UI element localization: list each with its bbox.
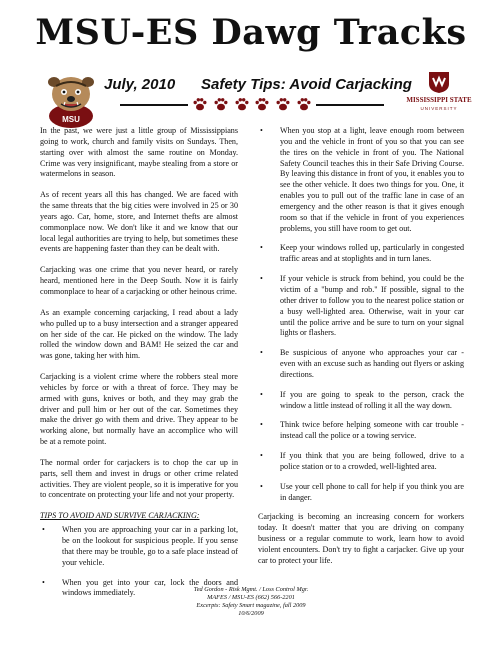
list-item <box>258 274 464 339</box>
tip-text: When you stop at a light, leave enough room between you and the vehicle in front of you so that you can see the tires on the vehicle in front of you. The National Safety Council teaches this in their Safe Driving Course. By leaving this distance in front of you, it enables you to see the other vehicle. It does two things for you. One, it enables you to pull out of the traffic lane in case of an emergency and the other reason is that it gives enough room so that if the vehicle in front of you experiences problems, you still have room to get out. <box>280 126 464 233</box>
divider-right <box>316 104 384 106</box>
closing-paragraph: Carjacking is becoming an increasing concern for workers today. It doesn't matter that you are driving on company business or a regular commute to work, learn how to avoid violent encounters. Don't try to fight a carjacker. Give up your car to protect your life. <box>258 512 464 565</box>
university-name: MISSISSIPPI STATE <box>406 96 472 104</box>
paragraph: As of recent years all this has changed. We are faced with the same threats that the big cities were involved in 25 or 30 years ago. Car, home, store, and Internet thefts are almost commonplace now. We don't like it and we know that our local legal authorities are trying to help, but sometimes these events are happening faster than they can be dealt with. <box>40 190 238 254</box>
list-item <box>258 126 464 234</box>
issue-date: July, 2010 <box>104 76 176 93</box>
university-subtitle: UNIVERSITY <box>420 106 458 111</box>
paw-print-icon <box>254 96 270 112</box>
bullet-icon: • <box>260 243 263 253</box>
paragraph: As an example concerning carjacking, I read about a lady who pulled up to a busy intersection and a stranger appeared on her side of the car. He picked on the window. The lady rolled the window down and BAM! He seized the car and was gone, taking her with him. <box>40 307 238 361</box>
bullet-icon: • <box>260 126 263 135</box>
list-item <box>258 243 464 265</box>
bullet-icon: • <box>260 348 263 358</box>
paragraph: Carjacking is a violent crime where the robbers steal more vehicles by force or with a threat of force. They may be armed with guns, knives or both, and they may grab the driver and pull him or her out of the car. Sometimes they make the driver go with them and drive. They appear to be working alone, but normally have an accomplice who will be at a remote point. <box>40 372 238 447</box>
tip-text: When you are approaching your car in a parking lot, be on the lookout for suspicious people. If you sense that there may be trouble, go to a safe place instead of your vehicle. <box>62 525 238 567</box>
bullet-icon: • <box>260 481 263 491</box>
bullet-icon: • <box>42 577 45 587</box>
footer-department: MAFES / MSU-ES (662) 566-2201 <box>207 594 295 602</box>
bullet-icon: • <box>260 420 263 430</box>
tip-text: Keep your windows rolled up, particularly in congested traffic areas and at stoplights and in turn lanes. <box>280 243 464 264</box>
footer <box>0 586 502 618</box>
left-column <box>40 126 238 608</box>
tip-text: Be suspicious of anyone who approaches your car - even with an excuse such as handing out flyers or asking directions. <box>280 348 464 379</box>
footer-source: Excerpts: Safety Smart magazine, fall 2009 <box>196 602 306 610</box>
list-item <box>258 390 464 412</box>
paw-print-icon <box>234 96 250 112</box>
paw-print-icon <box>296 96 312 112</box>
tip-text: Think twice before helping someone with car trouble - instead call the police or a towing service. <box>280 420 464 441</box>
paragraph: In the past, we were just a little group of Mississippians going to work, church and family visits on Sundays. Then, starting over with almost the same routine on Monday. Crime was very insignificant, maybe stealing from a store or watermelons in season. <box>40 126 238 179</box>
tips-list-right <box>258 126 464 503</box>
tip-text: If your vehicle is struck from behind, you could be the victim of a "bump and rob." If possible, signal to the other driver to follow you to the nearest police station or a busy well-lighted area. Otherwise, wait in your car until the police arrive and be sure to turn on your signal lights or flashers. <box>280 274 464 338</box>
msu-logo-icon <box>427 70 451 94</box>
paragraph: The normal order for carjackers is to chop the car up in parts, sell them and invest in drugs or other crime related activities. They are violent people, so it is imperative for you to concentrate on protecting your life and not your property. <box>40 457 238 500</box>
tip-text: When you get into your car, lock the doors and windows immediately. <box>62 577 238 598</box>
footer-author: Ted Gordon - Risk Mgmt. / Loss Control Mgr. <box>193 586 309 593</box>
bulldog-mascot-icon <box>42 72 100 128</box>
paw-print-icon <box>213 96 229 112</box>
tip-text: Use your cell phone to call for help if you think you are in danger. <box>280 481 464 502</box>
paw-prints <box>192 96 312 112</box>
list-item <box>258 451 464 473</box>
list-item <box>258 420 464 442</box>
paw-print-icon <box>275 96 291 112</box>
bullet-icon: • <box>260 274 263 284</box>
tip-text: If you are going to speak to the person, crack the window a little instead of rolling it all the way down. <box>280 389 464 410</box>
paw-print-icon <box>192 96 208 112</box>
bullet-icon: • <box>260 451 263 461</box>
tip-text: If you think that you are being followed, drive to a police station or to a crowded, well-lighted area. <box>280 451 464 471</box>
list-item <box>258 348 464 381</box>
tips-heading: TIPS TO AVOID AND SURVIVE CARJACKING: <box>40 511 200 521</box>
list-item <box>40 525 238 568</box>
newsletter-title: MSU-ES Dawg Tracks <box>35 12 467 53</box>
bullet-icon: • <box>42 525 45 535</box>
paragraph: Carjacking was one crime that you never heard, or rarely heard, mentioned here in the Deep South. Now it is fairly commonplace to hear of a carjacking or other heinous crime. <box>40 265 238 296</box>
safety-tips-heading: Safety Tips: Avoid Carjacking <box>201 76 412 93</box>
list-item <box>258 482 464 504</box>
divider-left <box>120 104 188 106</box>
right-column <box>258 126 464 577</box>
mascot-shirt-text: MSU <box>62 115 80 124</box>
bullet-icon: • <box>260 389 263 399</box>
footer-date: 10/6/2009 <box>238 610 264 618</box>
